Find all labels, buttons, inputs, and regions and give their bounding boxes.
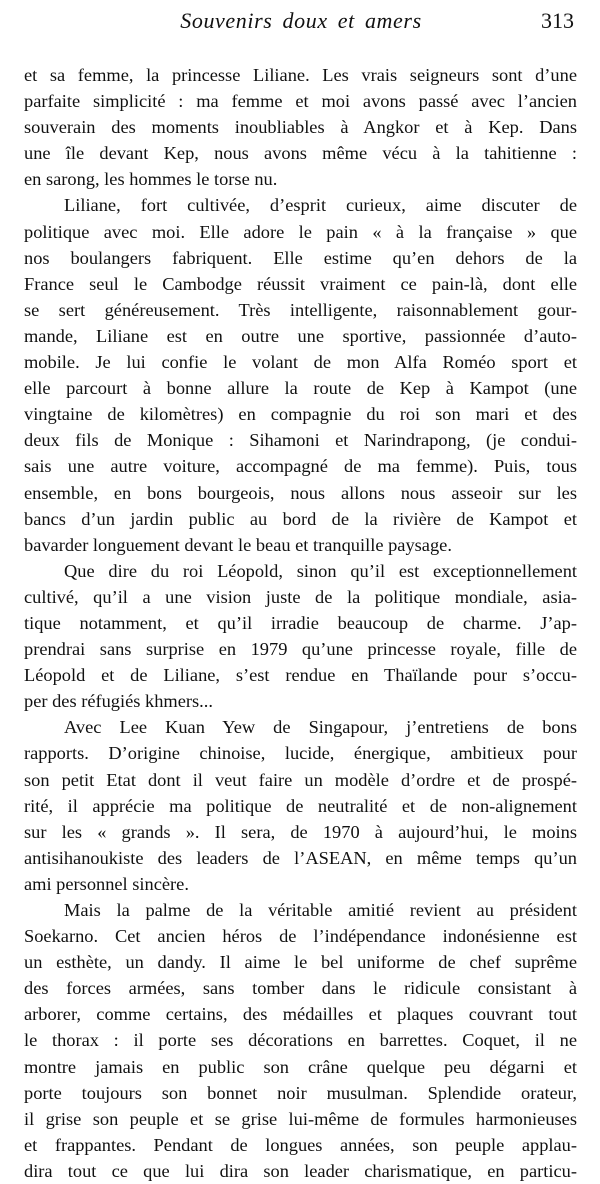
text-line: Avec Lee Kuan Yew de Singapour, j’entretiens de bons [64,717,577,738]
text-line: Que dire du roi Léopold, sinon qu’il est exceptionnellement [64,560,577,581]
page-number: 313 [541,8,574,33]
text-line: souverain des moments inoubliables à Angkor et à Kep. Dans [24,117,577,138]
text-line: sur les « grands ». Il sera, de 1970 à aujourd’hui, le moins [24,821,577,842]
text-line: per des réfugiés khmers... [24,691,213,712]
text-line: son petit Etat dont il veut faire un modèle d’ordre et de prospé- [24,769,577,790]
text-line: dira tout ce que lui dira son leader charismatique, en particu- [24,1160,577,1181]
text-line: cultivé, qu’il a une vision juste de la politique mondiale, asia- [24,586,577,607]
text-line: nos boulangers fabriquent. Elle estime qu’en dehors de la [24,247,577,268]
text-line: France seul le Cambodge réussit vraiment ce pain-là, dont elle [24,273,577,294]
text-line: rité, il apprécie ma politique de neutralité et de non-alignement [24,795,577,816]
body-text [24,62,577,1184]
text-line: montre jamais en public son crâne quelque peu dégarni et [24,1056,577,1077]
text-line: tique notamment, et qu’il irradie beaucoup de charme. J’ap- [24,612,577,633]
text-line: le thorax : il porte ses décorations en barrettes. Coquet, il ne [24,1030,577,1051]
text-line: Liliane, fort cultivée, d’esprit curieux, aime discuter de [64,195,577,216]
text-line: et sa femme, la princesse Liliane. Les vrais seigneurs sont d’une [24,65,577,85]
text-line: sais une autre voiture, accompagné de ma femme). Puis, tous [24,456,577,477]
running-head [24,8,578,42]
text-line: elle parcourt à bonne allure la route de Kep à Kampot (une [24,378,577,399]
text-line: Mais la palme de la véritable amitié revient au président [64,900,577,920]
text-line: ami personnel sincère. [24,873,189,894]
text-line: ensemble, en bons bourgeois, nous allons nous asseoir sur les [24,482,577,503]
text-line: parfaite simplicité : ma femme et moi avons passé avec l’ancien [24,91,577,112]
text-line: en sarong, les hommes le torse nu. [24,169,278,190]
running-title: Souvenirs doux et amers [180,8,422,33]
text-line: arborer, comme certains, des médailles et plaques couvrant tout [24,1004,577,1025]
text-line: des forces armées, sans tomber dans le ridicule consistant à [24,978,577,999]
text-line: et frappantes. Pendant de longues années, son peuple applau- [24,1134,577,1155]
text-line: bavarder longuement devant le beau et tranquille paysage. [24,534,452,555]
text-line: Léopold et de Liliane, s’est rendue en Thaïlande pour s’occu- [24,665,577,686]
text-line: un esthète, un dandy. Il aime le bel uniforme de chef suprême [24,952,577,973]
text-line: mande, Liliane est en outre une sportive, passionnée d’auto- [24,325,577,346]
text-line: rapports. D’origine chinoise, lucide, énergique, ambitieux pour [24,743,577,764]
text-line: politique avec moi. Elle adore le pain « à la française » que [24,221,577,242]
text-line: bancs d’un jardin public au bord de la rivière de Kampot et [24,508,577,529]
text-line: Soekarno. Cet ancien héros de l’indépendance indonésienne est [24,926,577,947]
text-line: une île devant Kep, nous avons même vécu à la tahitienne : [24,143,577,164]
text-line: porte toujours son bonnet noir musulman. Splendide orateur, [24,1082,577,1103]
text-line: deux fils de Monique : Sihamoni et Narindrapong, (je condui- [24,430,577,451]
text-line: il grise son peuple et se grise lui-même de formules harmonieuses [24,1108,577,1129]
text-line: se sert généreusement. Très intelligente, raisonnablement gour- [24,299,577,320]
text-line: mobile. Je lui confie le volant de mon Alfa Roméo sport et [24,352,577,373]
text-line: antisihanoukiste des leaders de l’ASEAN, en même temps qu’un [24,847,577,868]
text-line: vingtaine de kilomètres) en compagnie du roi son mari et des [24,404,577,425]
text-line: prendrai sans surprise en 1979 qu’une princesse royale, fille de [24,639,577,660]
